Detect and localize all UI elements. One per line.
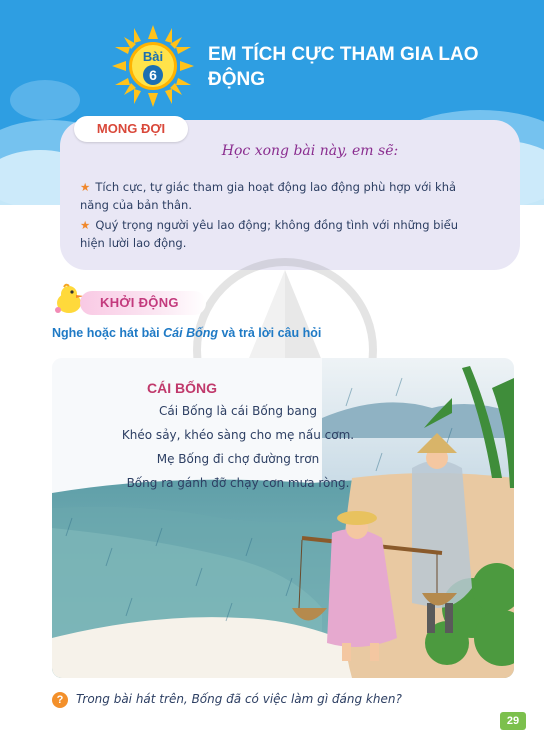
star-bullet-icon: ★ [80, 180, 91, 194]
lesson-number: 6 [143, 65, 163, 85]
song-lyric-line: Cái Bống là cái Bống bang [159, 404, 317, 418]
expectations-tab: MONG ĐỢI [74, 116, 188, 142]
star-bullet-icon: ★ [80, 218, 91, 232]
instruction-prefix: Nghe hoặc hát bài [52, 326, 164, 340]
section-title: KHỞI ĐỘNG [100, 295, 179, 310]
expectation-item [80, 216, 480, 252]
lesson-badge [129, 42, 177, 90]
song-lyric-line: Mẹ Bống đi chợ đường trơn [156, 452, 320, 466]
instruction-suffix: và trả lời câu hỏi [218, 326, 322, 340]
expectation-text: Tích cực, tự giác tham gia hoạt động lao động phù hợp với khả năng của bản thân. [80, 180, 457, 212]
instruction-song-name: Cái Bống [163, 326, 218, 340]
expectation-text: Quý trọng người yêu lao động; không đồng tình với những biểu hiện lười lao động. [80, 218, 459, 250]
lesson-label: Bài [142, 49, 164, 64]
lesson-badge-sun [112, 25, 194, 107]
page-number: 29 [500, 712, 526, 730]
song-lyric-line: Khéo sảy, khéo sàng cho mẹ nấu cơm. [121, 428, 355, 442]
expectations-intro: Học xong bài này, em sẽ: [221, 143, 399, 159]
discussion-question: Trong bài hát trên, Bống đã có việc làm gì đáng khen? [76, 692, 402, 706]
question-icon: ? [52, 692, 68, 708]
lesson-title: EM TÍCH CỰC THAM GIA LAO ĐỘNG [208, 44, 479, 90]
song-title: CÁI BỐNG [147, 380, 217, 396]
song-lyric-line: Bống ra gánh đỡ chạy cơn mưa ròng. [126, 476, 350, 490]
activity-instruction [52, 326, 321, 340]
expectation-item [80, 178, 480, 214]
song-illustration [52, 358, 514, 678]
